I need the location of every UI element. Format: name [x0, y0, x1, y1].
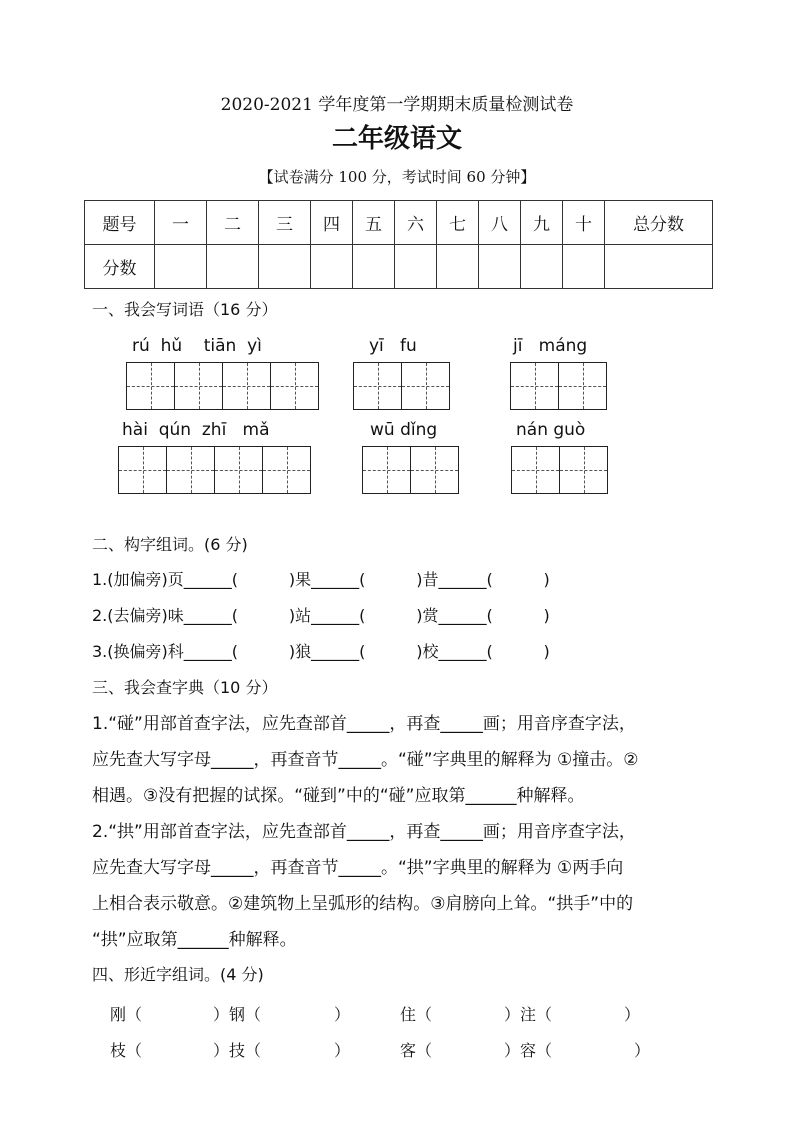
score-input-cell[interactable] [259, 245, 311, 289]
q1-pinyin-2: yī fu [369, 336, 417, 356]
tianzige-cell[interactable] [354, 363, 402, 409]
exam-subtitle: 二年级语文 [331, 124, 462, 154]
q4-item: 枝（ [110, 1041, 143, 1060]
q4-row-1[interactable] [0, 1002, 794, 1024]
score-input-cell[interactable] [563, 245, 605, 289]
q2-line-2[interactable]: 2.(去偏旁)味______( )站______( )赏______( ) [92, 606, 550, 625]
tianzige-group-4[interactable] [118, 446, 311, 494]
score-input-cell[interactable] [479, 245, 521, 289]
tianzige-cell[interactable] [271, 363, 318, 409]
tianzige-cell[interactable] [215, 447, 263, 493]
q1-pinyin-4: hài qún zhī mǎ [122, 420, 270, 440]
score-cell: 四 [311, 201, 353, 245]
q4-heading: 四、形近字组词。(4 分) [92, 965, 264, 984]
q3-line-3[interactable]: 相遇。③没有把握的试探。“碰到”中的“碰”应取第______种解释。 [92, 786, 585, 806]
q1-heading: 一、我会写词语（16 分） [92, 300, 278, 319]
score-input-cell[interactable] [605, 245, 713, 289]
tianzige-cell[interactable] [363, 447, 411, 493]
tianzige-cell[interactable] [559, 363, 606, 409]
tianzige-group-5[interactable] [362, 446, 459, 494]
score-table-score-row [85, 245, 713, 289]
exam-title: 2020-2021 学年度第一学期期末质量检测试卷 [220, 95, 574, 115]
tianzige-cell[interactable] [512, 447, 560, 493]
q3-heading: 三、我会查字典（10 分） [92, 678, 278, 697]
score-input-cell[interactable] [207, 245, 259, 289]
q3-line-5[interactable]: 应先查大写字母_____，再查音节_____。“拱”字典里的解释为 ①两手向 [92, 858, 624, 878]
q3-line-1[interactable]: 1.“碰”用部首查字法，应先查部首_____，再查_____画；用音序查字法， [92, 714, 636, 734]
q2-line-1[interactable]: 1.(加偏旁)页______( )果______( )昔______( ) [92, 570, 550, 589]
tianzige-cell[interactable] [411, 447, 458, 493]
q4-item: 刚（ [110, 1005, 143, 1024]
score-cell: 九 [521, 201, 563, 245]
q4-item[interactable]: ）钢（ [213, 1005, 262, 1024]
q2-heading: 二、构字组词。(6 分) [92, 535, 248, 554]
tianzige-cell[interactable] [511, 363, 559, 409]
exam-note: 【试卷满分 100 分，考试时间 60 分钟】 [258, 168, 536, 186]
score-row-label: 分数 [85, 245, 155, 289]
score-cell: 五 [353, 201, 395, 245]
tianzige-cell[interactable] [127, 363, 175, 409]
score-input-cell[interactable] [437, 245, 479, 289]
score-cell: 七 [437, 201, 479, 245]
q4-item[interactable]: ） [634, 1041, 651, 1060]
score-input-cell[interactable] [155, 245, 207, 289]
q1-pinyin-3: jī máng [513, 336, 588, 356]
q3-line-4[interactable]: 2.“拱”用部首查字法，应先查部首_____，再查_____画；用音序查字法， [92, 822, 636, 842]
score-table-header-row [85, 201, 713, 245]
q4-item[interactable]: ） [334, 1041, 351, 1060]
q4-item[interactable]: ）注（ [504, 1005, 553, 1024]
tianzige-cell[interactable] [560, 447, 607, 493]
q4-item[interactable]: ） [334, 1005, 351, 1024]
score-input-cell[interactable] [521, 245, 563, 289]
tianzige-cell[interactable] [167, 447, 215, 493]
score-cell: 总分数 [605, 201, 713, 245]
tianzige-cell[interactable] [402, 363, 449, 409]
q3-line-7[interactable]: “拱”应取第______种解释。 [92, 930, 297, 950]
q3-line-6[interactable]: 上相合表示敬意。②建筑物上呈弧形的结构。③肩膀向上耸。“拱手”中的 [92, 894, 634, 914]
score-cell: 十 [563, 201, 605, 245]
tianzige-group-1[interactable] [126, 362, 319, 410]
tianzige-cell[interactable] [223, 363, 271, 409]
score-input-cell[interactable] [311, 245, 353, 289]
score-input-cell[interactable] [353, 245, 395, 289]
q4-item[interactable]: ） [624, 1005, 641, 1024]
score-cell: 三 [259, 201, 311, 245]
q3-line-2[interactable]: 应先查大写字母_____，再查音节_____。“碰”字典里的解释为 ①撞击。② [92, 750, 639, 770]
tianzige-cell[interactable] [263, 447, 310, 493]
score-input-cell[interactable] [395, 245, 437, 289]
tianzige-cell[interactable] [119, 447, 167, 493]
score-cell: 二 [207, 201, 259, 245]
tianzige-group-2[interactable] [353, 362, 450, 410]
score-table [84, 200, 713, 289]
q1-pinyin-5: wū dǐng [370, 420, 438, 440]
q4-item: 客（ [400, 1041, 433, 1060]
q4-item: 住（ [400, 1005, 433, 1024]
q1-pinyin-6: nán guò [516, 420, 586, 440]
q4-item[interactable]: ）容（ [504, 1041, 553, 1060]
q4-item[interactable]: ）技（ [213, 1041, 262, 1060]
tianzige-cell[interactable] [175, 363, 223, 409]
tianzige-group-6[interactable] [511, 446, 608, 494]
tianzige-group-3[interactable] [510, 362, 607, 410]
q2-line-3[interactable]: 3.(换偏旁)科______( )狼______( )校______( ) [92, 642, 550, 661]
score-cell: 八 [479, 201, 521, 245]
score-cell: 一 [155, 201, 207, 245]
q4-row-2[interactable] [0, 1038, 794, 1060]
score-cell: 题号 [85, 201, 155, 245]
score-cell: 六 [395, 201, 437, 245]
q1-pinyin-1: rú hǔ tiān yì [132, 336, 262, 356]
